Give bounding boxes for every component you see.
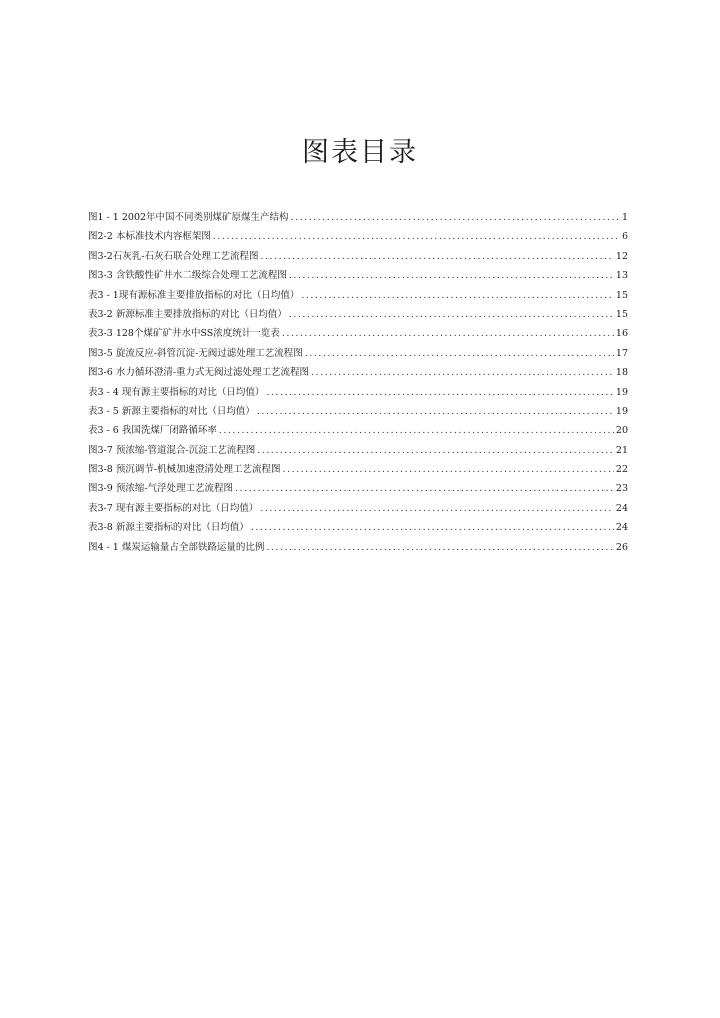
dot-leader xyxy=(305,344,614,363)
toc-entry[interactable] xyxy=(88,538,628,557)
toc-entry[interactable] xyxy=(88,460,628,479)
toc-entry[interactable] xyxy=(88,227,628,246)
toc-entry-label: 图4 - 1 煤炭运输量占全部铁路运量的比例 xyxy=(88,541,265,553)
toc-entry-page: 12 xyxy=(615,250,628,262)
dot-leader xyxy=(257,441,614,460)
dot-leader xyxy=(213,227,620,246)
toc-entry[interactable] xyxy=(88,441,628,460)
toc-entry[interactable] xyxy=(88,266,628,285)
toc-entry[interactable] xyxy=(88,518,628,537)
toc-entry[interactable] xyxy=(88,247,628,266)
dot-leader xyxy=(289,266,614,285)
toc-entry-label: 表3 - 4 现有源主要指标的对比（日均值） xyxy=(88,386,265,398)
dot-leader xyxy=(283,460,614,479)
dot-leader xyxy=(301,286,614,305)
dot-leader xyxy=(266,383,614,402)
toc-entry-page: 21 xyxy=(615,444,628,456)
dot-leader xyxy=(311,363,614,382)
dot-leader xyxy=(251,518,614,537)
toc-entry-label: 图3-5 旋流反应-斜管沉淀-无阀过滤处理工艺流程图 xyxy=(88,347,303,359)
dot-leader xyxy=(289,305,614,324)
toc-entry-page: 17 xyxy=(615,347,628,359)
dot-leader xyxy=(282,324,614,343)
toc-entry[interactable] xyxy=(88,383,628,402)
toc-entry-page: 16 xyxy=(615,328,628,340)
toc-entry-page: 24 xyxy=(615,502,628,514)
toc-entry-page: 18 xyxy=(615,367,628,379)
toc-entry-label: 表3 - 5 新源主要指标的对比（日均值） xyxy=(88,405,255,417)
toc-entry[interactable] xyxy=(88,344,628,363)
toc-entry[interactable] xyxy=(88,479,628,498)
toc-entry-label: 图3-3 含铁酸性矿井水二级综合处理工艺流程图 xyxy=(88,270,287,282)
dot-leader xyxy=(261,247,614,266)
toc-entry[interactable] xyxy=(88,499,628,518)
toc-entry-page: 22 xyxy=(615,464,628,476)
toc-entry-page: 23 xyxy=(615,483,628,495)
toc-entry-page: 13 xyxy=(615,270,628,282)
dot-leader xyxy=(219,421,614,440)
toc-entry[interactable] xyxy=(88,305,628,324)
toc-entry-page: 19 xyxy=(615,405,628,417)
toc-entry[interactable] xyxy=(88,421,628,440)
toc-entry-label: 图2-2 本标准技术内容框架图 xyxy=(88,231,211,243)
toc-entry-label: 表3-8 新源主要指标的对比（日均值） xyxy=(88,522,249,534)
dot-leader xyxy=(257,402,614,421)
toc-entry-label: 表3 - 1现有源标准主要排放指标的对比（日均值） xyxy=(88,289,300,301)
toc-entry-label: 图3-2石灰乳-石灰石联合处理工艺流程图 xyxy=(88,250,259,262)
dot-leader xyxy=(291,208,620,227)
table-of-figures xyxy=(88,208,628,557)
toc-entry-label: 图3-7 预浓缩-管道混合-沉淀工艺流程图 xyxy=(88,444,256,456)
toc-entry-page: 15 xyxy=(615,289,628,301)
toc-entry-page: 15 xyxy=(615,308,628,320)
page-title: 图表目录 xyxy=(302,137,418,168)
toc-entry-page: 24 xyxy=(615,522,628,534)
toc-entry-label: 图3-6 水力循环澄清-重力式无阀过滤处理工艺流程图 xyxy=(88,367,310,379)
dot-leader xyxy=(260,499,614,518)
toc-entry[interactable] xyxy=(88,402,628,421)
toc-entry-label: 表3-7 现有源主要指标的对比（日均值） xyxy=(88,502,259,514)
toc-entry[interactable] xyxy=(88,208,628,227)
toc-entry[interactable] xyxy=(88,363,628,382)
toc-entry-page: 20 xyxy=(615,425,628,437)
toc-entry-label: 表3-3 128个煤矿矿井水中SS浓度统计一览表 xyxy=(88,328,280,340)
toc-entry-page: 19 xyxy=(615,386,628,398)
toc-entry[interactable] xyxy=(88,324,628,343)
toc-entry[interactable] xyxy=(88,286,628,305)
toc-entry-label: 表3 - 6 我国洗煤厂闭路循环率 xyxy=(88,425,217,437)
toc-entry-page: 6 xyxy=(621,231,628,243)
toc-entry-label: 图3-8 预沉调节-机械加速澄清处理工艺流程图 xyxy=(88,464,281,476)
toc-entry-page: 1 xyxy=(621,212,628,223)
dot-leader xyxy=(235,479,614,498)
toc-entry-label: 表3-2 新源标准主要排放指标的对比（日均值） xyxy=(88,308,287,320)
toc-entry-label: 图1 - 1 2002年中国不同类别煤矿原煤生产结构 xyxy=(88,212,289,223)
toc-entry-label: 图3-9 预浓缩-气浮处理工艺流程图 xyxy=(88,483,234,495)
toc-entry-page: 26 xyxy=(615,541,628,553)
dot-leader xyxy=(266,538,614,557)
